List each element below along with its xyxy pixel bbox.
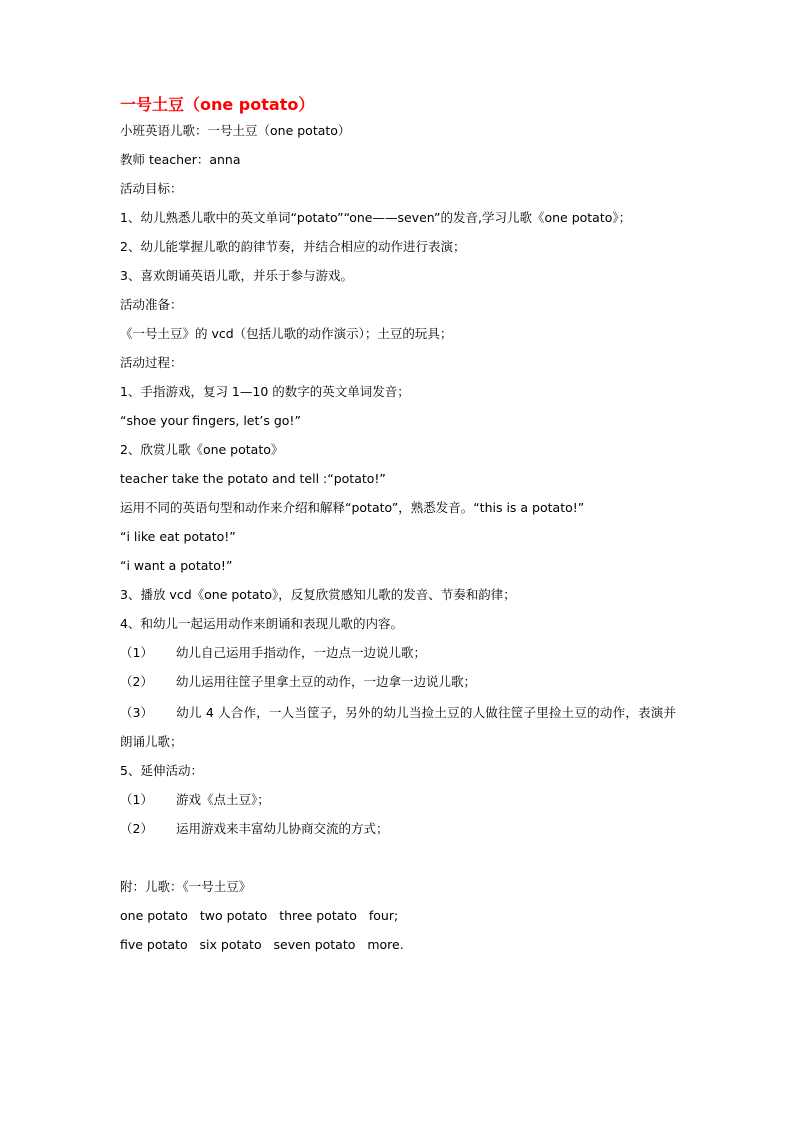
item-number: （2） — [120, 821, 153, 836]
process-heading: 活动过程： — [120, 355, 183, 370]
preparation-text: 《一号土豆》的 vcd（包括儿歌的动作演示）；土豆的玩具； — [120, 326, 453, 341]
goal-1: 1、幼儿熟悉儿歌中的英文单词“potato”“one——seven”的发音,学习儿歌《one potato》； — [120, 210, 632, 225]
step-1-phrase: “shoe your fingers, let’s go!” — [120, 413, 301, 428]
step-5-item-2 — [120, 820, 389, 838]
item-text: 游戏《点土豆》； — [176, 792, 270, 807]
appendix-heading: 附：儿歌：《一号土豆》 — [120, 879, 252, 894]
step-4-item-2 — [120, 673, 476, 691]
goal-3: 3、喜欢朗诵英语儿歌，并乐于参与游戏。 — [120, 268, 353, 283]
extension-heading: 5、延伸活动： — [120, 763, 203, 778]
item-text: 幼儿运用往筐子里拿土豆的动作，一边拿一边说儿歌； — [176, 674, 477, 689]
step-3: 3、播放 vcd《one potato》，反复欣赏感知儿歌的发音、节奏和韵律； — [120, 587, 516, 602]
step-2-phrase-3: “i want a potato!” — [120, 558, 233, 573]
document-title: 一号土豆（one potato） — [120, 95, 315, 114]
item-text: 运用游戏来丰富幼儿协商交流的方式； — [176, 821, 389, 836]
item-number: （2） — [120, 674, 153, 689]
item-text: 幼儿自己运用手指动作，一边点一边说儿歌； — [176, 645, 427, 660]
step-2: 2、欣赏儿歌《one potato》 — [120, 442, 284, 457]
step-1: 1、手指游戏，复习 1—10 的数字的英文单词发音； — [120, 384, 410, 399]
step-5-item-1 — [120, 791, 270, 809]
step-2-phrase: teacher take the potato and tell :“potato!” — [120, 471, 386, 486]
goal-2: 2、幼儿能掌握儿歌的韵律节奏，并结合相应的动作进行表演； — [120, 239, 466, 254]
teacher-line: 教师 teacher：anna — [120, 152, 241, 167]
lyrics-line-2: five potato six potato seven potato more. — [120, 937, 404, 952]
step-4-item-1 — [120, 644, 426, 662]
step-2-phrase-2: “i like eat potato!” — [120, 529, 236, 544]
item-number: （3） — [120, 705, 153, 720]
goals-heading: 活动目标： — [120, 181, 183, 196]
lyrics-line-1: one potato two potato three potato four; — [120, 908, 399, 923]
item-number: （1） — [120, 645, 153, 660]
item-text: 幼儿 4 人合作，一人当筐子，另外的幼儿当捡土豆的人做往筐子里捡土豆的动作，表演并朗诵儿歌； — [120, 705, 676, 749]
preparation-heading: 活动准备： — [120, 297, 183, 312]
step-2-explain: 运用不同的英语句型和动作来介绍和解释“potato”，熟悉发音。“this is a potato!” — [120, 500, 585, 515]
subtitle-line: 小班英语儿歌：一号土豆（one potato） — [120, 123, 351, 138]
step-4: 4、和幼儿一起运用动作来朗诵和表现儿歌的内容。 — [120, 616, 403, 631]
step-4-item-3 — [120, 698, 676, 756]
item-number: （1） — [120, 792, 153, 807]
